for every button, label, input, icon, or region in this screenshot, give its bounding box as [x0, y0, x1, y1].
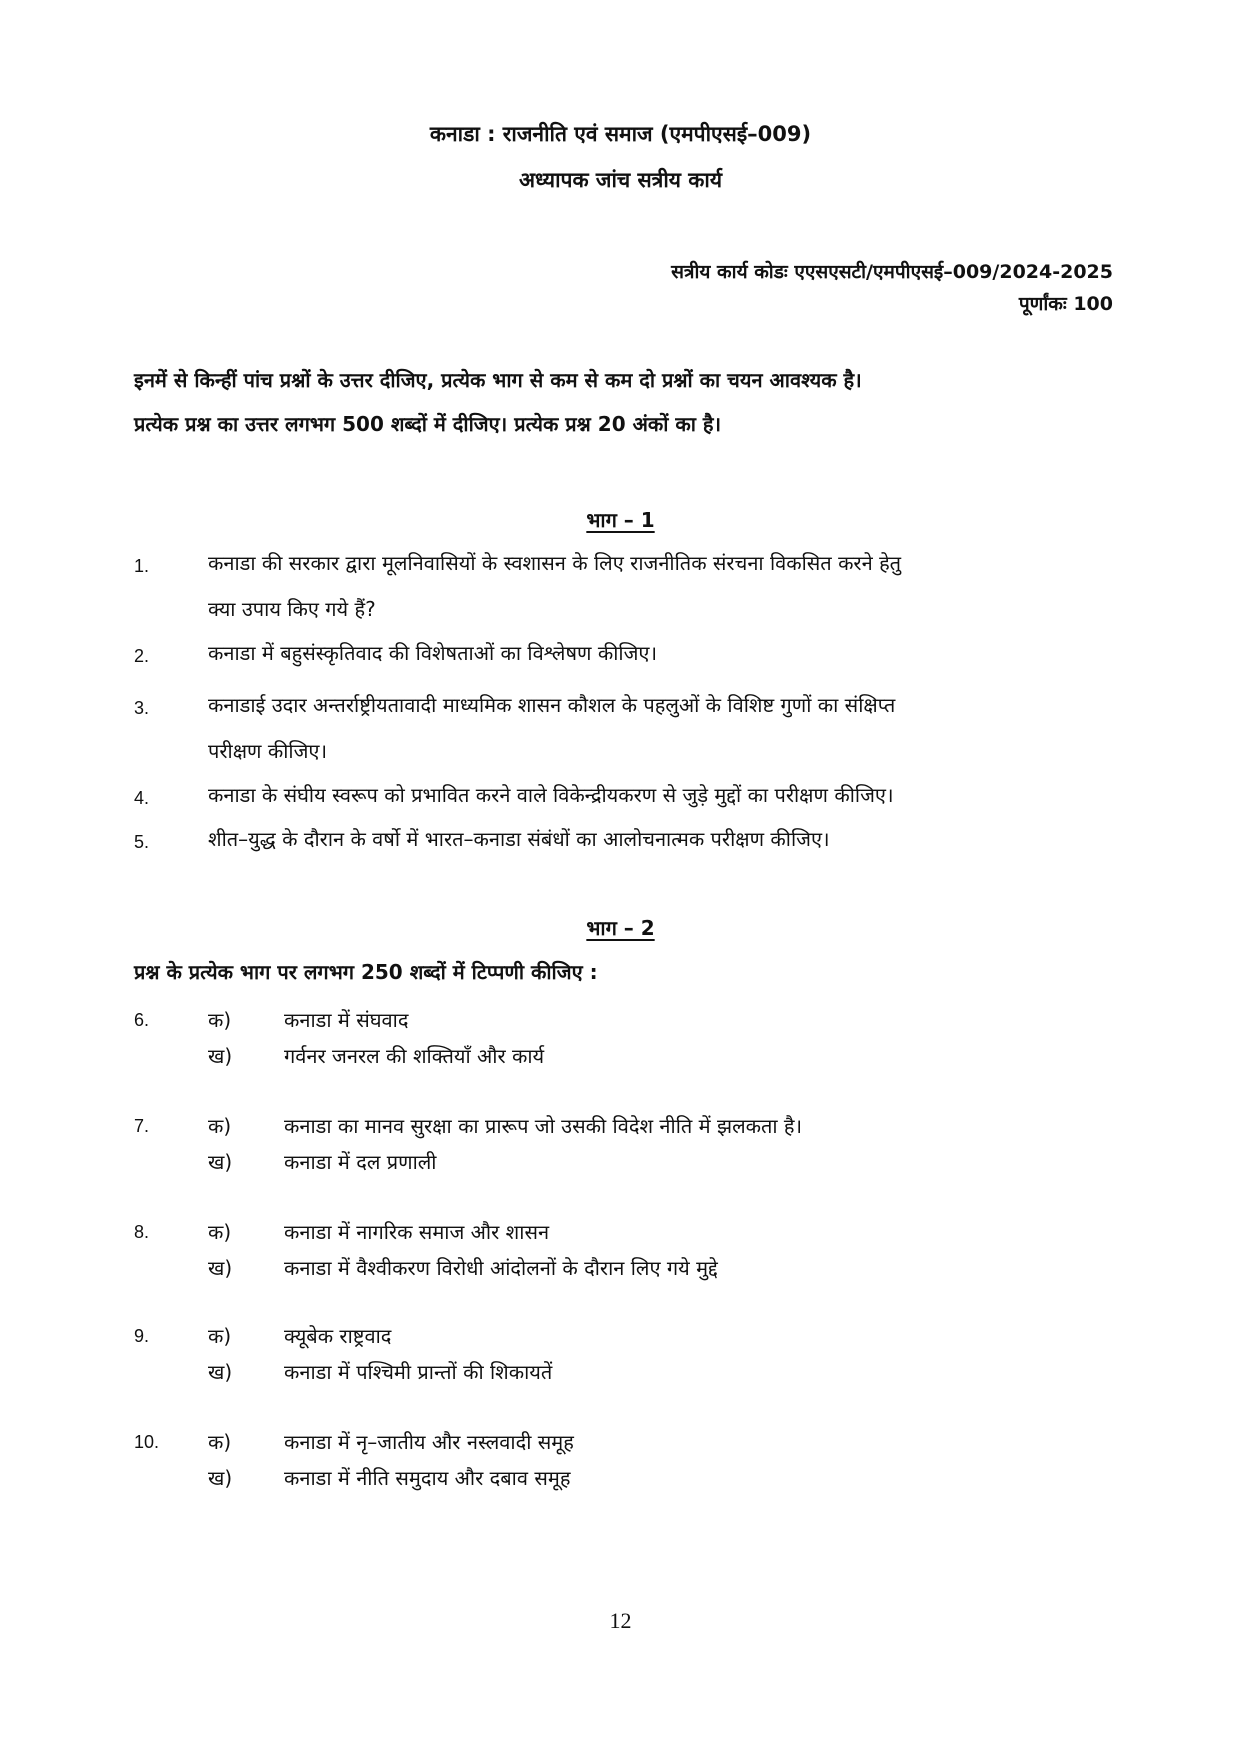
question-line: कनाडा के संघीय स्वरूप को प्रभावित करने वाले विकेन्द्रीयकरण से जुड़े मुद्दों का परीक्षण कीजिए।	[208, 783, 894, 807]
sub-question-a: क्यूबेक राष्ट्रवाद	[284, 1324, 392, 1348]
question-line: कनाडाई उदार अन्तर्राष्ट्रीयतावादी माध्यमिक शासन कौशल के पहलुओं के विशिष्ट गुणों का संक्षिप्त	[208, 693, 896, 717]
sub-question-a: कनाडा में नागरिक समाज और शासन	[284, 1220, 550, 1244]
question-number: 6.	[134, 1010, 150, 1030]
max-marks: पूर्णांकः 100	[1018, 293, 1113, 315]
question-number: 4.	[134, 788, 150, 808]
instruction-line-2: प्रत्येक प्रश्न का उत्तर लगभग 500 शब्दों में दीजिए। प्रत्येक प्रश्न 20 अंकों का है।	[134, 412, 722, 436]
question-4-text	[208, 772, 1124, 818]
part-1-heading: भाग – 1	[586, 508, 655, 532]
question-5-text	[208, 816, 1124, 862]
document-title: कनाडा : राजनीति एवं समाज (एमपीएसई–009)	[429, 122, 812, 146]
sub-label-a: क)	[208, 1220, 232, 1244]
sub-question-a: कनाडा में नृ–जातीय और नस्लवादी समूह	[284, 1430, 574, 1454]
question-number: 7.	[134, 1116, 150, 1136]
sub-label-a: क)	[208, 1008, 232, 1032]
sub-label-b: ख)	[208, 1466, 233, 1490]
question-number: 10.	[134, 1432, 160, 1452]
part-2-heading: भाग – 2	[586, 916, 655, 940]
part-2-instruction: प्रश्न के प्रत्येक भाग पर लगभग 250 शब्दों में टिप्पणी कीजिए :	[134, 960, 598, 984]
question-line: शीत–युद्ध के दौरान के वर्षो में भारत–कनाडा संबंधों का आलोचनात्मक परीक्षण कीजिए।	[208, 827, 830, 851]
sub-question-b: गर्वनर जनरल की शक्तियाँ और कार्य	[284, 1044, 545, 1068]
sub-question-a: कनाडा में संघवाद	[284, 1008, 409, 1032]
question-2-text	[208, 630, 1124, 676]
question-number: 2.	[134, 646, 150, 666]
question-number: 5.	[134, 832, 150, 852]
sub-question-a: कनाडा का मानव सुरक्षा का प्रारूप जो उसकी विदेश नीति में झलकता है।	[284, 1114, 803, 1138]
sub-label-a: क)	[208, 1430, 232, 1454]
sub-label-a: क)	[208, 1324, 232, 1348]
sub-question-b: कनाडा में दल प्रणाली	[284, 1150, 437, 1174]
instruction-line-1: इनमें से किन्हीं पांच प्रश्नों के उत्तर दीजिए, प्रत्येक भाग से कम से कम दो प्रश्नों का चयन आवश्यक है।	[134, 368, 862, 392]
question-line: क्या उपाय किए गये हैं?	[208, 597, 376, 621]
sub-question-b: कनाडा में पश्चिमी प्रान्तों की शिकायतें	[284, 1360, 553, 1384]
assignment-code: सत्रीय कार्य कोडः एएसएसटी/एमपीएसई–009/2024-2025	[671, 261, 1113, 283]
question-line: कनाडा में बहुसंस्कृतिवाद की विशेषताओं का विश्लेषण कीजिए।	[208, 641, 658, 665]
question-line: कनाडा की सरकार द्वारा मूलनिवासियों के स्वशासन के लिए राजनीतिक संरचना विकसित करने हेतु	[208, 551, 902, 575]
sub-label-a: क)	[208, 1114, 232, 1138]
question-number: 3.	[134, 698, 150, 718]
sub-label-b: ख)	[208, 1360, 233, 1384]
sub-question-b: कनाडा में नीति समुदाय और दबाव समूह	[284, 1466, 571, 1490]
question-3-text	[208, 682, 1124, 774]
question-line: परीक्षण कीजिए।	[208, 739, 328, 763]
question-1-text	[208, 540, 1124, 632]
document-subtitle: अध्यापक जांच सत्रीय कार्य	[518, 168, 723, 192]
question-number: 8.	[134, 1222, 150, 1242]
page-number: 12	[609, 1608, 632, 1633]
sub-question-b: कनाडा में वैश्वीकरण विरोधी आंदोलनों के दौरान लिए गये मुद्दे	[284, 1256, 718, 1280]
question-number: 9.	[134, 1326, 150, 1346]
question-number: 1.	[134, 556, 150, 576]
sub-label-b: ख)	[208, 1256, 233, 1280]
sub-label-b: ख)	[208, 1150, 233, 1174]
sub-label-b: ख)	[208, 1044, 233, 1068]
